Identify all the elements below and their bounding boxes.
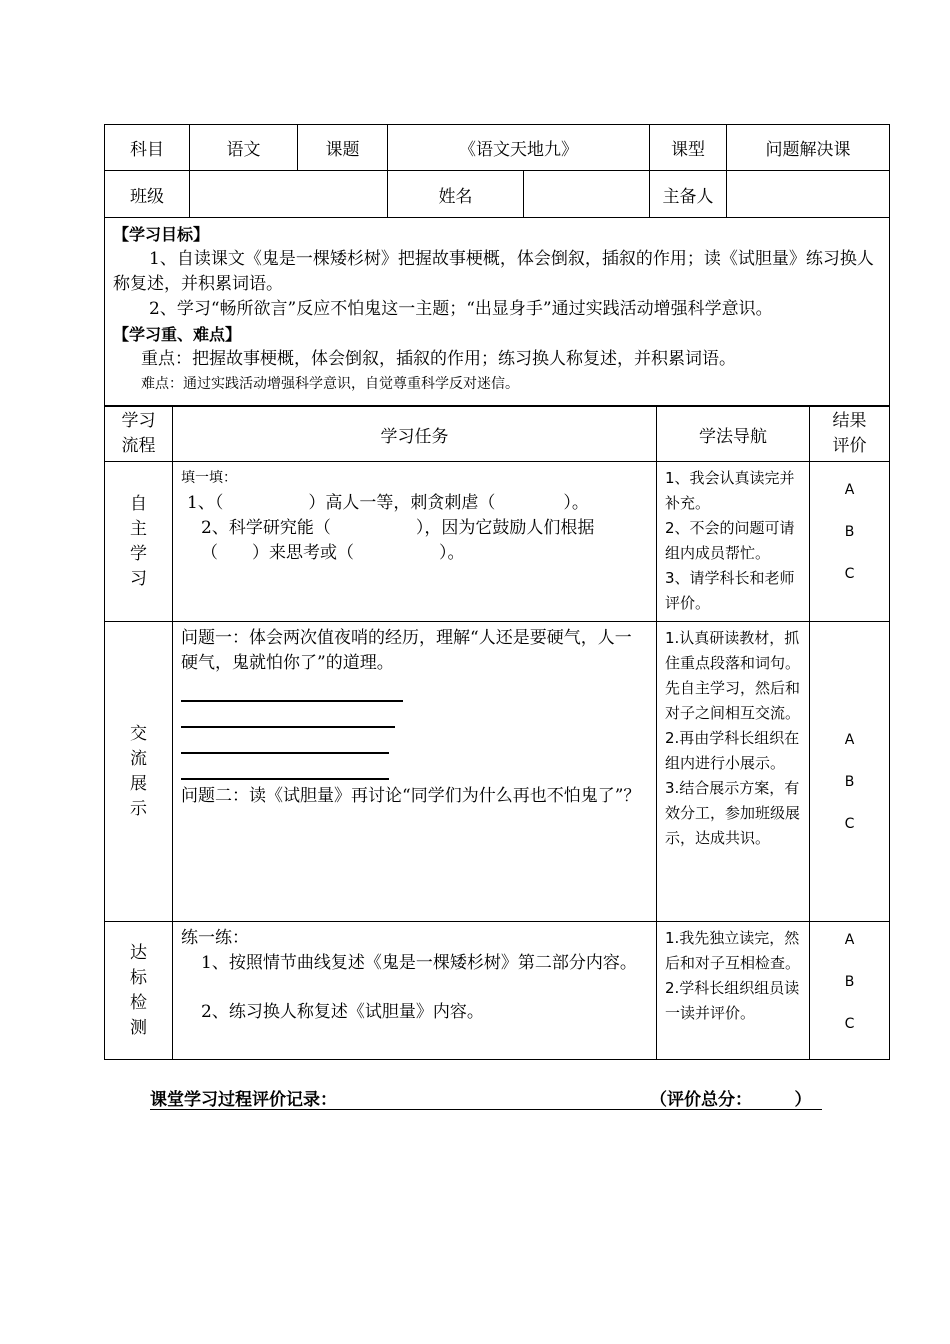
guide-line: 2.学科长组织组员读一读并评价。 [665,979,800,1022]
answer-line[interactable] [181,676,403,702]
grade-a[interactable]: A [844,932,855,948]
preparer-field[interactable] [727,171,890,218]
grade-b[interactable]: B [844,773,855,790]
key-point: 重点：把握故事梗概，体会倒叙，插叙的作用；练习换人称复述，并积累词语。 [141,349,736,369]
type-value: 问题解决课 [727,125,890,171]
subject-value: 语文 [190,125,298,171]
subject-label: 科目 [105,125,190,171]
task-line: 2、练习换人称复述《试胆量》内容。 [201,1002,484,1022]
guide-line: 2.再由学科长组织在组内进行小展示。 [665,729,800,772]
grade-c[interactable]: C [844,1016,855,1032]
task-header: 学习任务 [173,407,657,462]
guide-line: 1.认真研读教材，抓住重点段落和词句。先自主学习，然后和对子之间相互交流。 [665,629,801,722]
task-line: 填一填： [181,470,237,486]
method-header: 学法导航 [657,407,810,462]
guide-line: 3.结合展示方案，有效分工，参加班级展示，达成共识。 [665,779,801,847]
task-self-study [173,462,657,622]
stage-test: 达标检测 [105,922,173,1060]
flow-header: 学习流程 [105,407,173,462]
task-line: 练一练： [181,928,249,948]
guide-line: 3、请学科长和老师评价。 [665,569,795,612]
goals-title: 【学习目标】 [113,225,210,244]
answer-line[interactable] [181,728,389,754]
class-field[interactable] [190,171,388,218]
difficult-point: 难点：通过实践活动增强科学意识，自觉尊重科学反对迷信。 [141,376,519,392]
grade-a[interactable]: A [844,482,855,498]
guide-line: 1、我会认真读完并补充。 [665,469,795,512]
name-field[interactable] [524,171,650,218]
topic-label: 课题 [298,125,388,171]
evaluation-label: 课堂学习过程评价记录： [150,1090,337,1110]
grade-c[interactable]: C [844,566,855,582]
preparer-label: 主备人 [650,171,727,218]
topic-value: 《语文天地九》 [388,125,650,171]
guide-line: 1.我先独立读完，然后和对子互相检查。 [665,929,801,972]
question-2: 问题二：读《试胆量》再讨论“同学们为什么再也不怕鬼了”？ [181,786,641,806]
grade-b[interactable]: B [844,524,855,540]
stage-self-study: 自主学习 [105,462,173,622]
type-label: 课型 [650,125,727,171]
task-test [173,922,657,1060]
grade-c[interactable]: C [844,815,855,832]
grade-self-study [810,462,890,622]
evaluation-record [150,1085,822,1110]
result-header: 结果评价 [810,407,890,462]
guide-exchange [657,622,810,922]
task-line: 1、按照情节曲线复述《鬼是一棵矮杉树》第二部分内容。 [201,953,637,973]
class-label: 班级 [105,171,190,218]
goal-item-1: 1、自读课文《鬼是一棵矮杉树》把握故事梗概，体会倒叙，插叙的作用；读《试胆量》练习换人称复述，并积累词语。 [113,249,874,294]
stage-exchange: 交流展示 [105,622,173,922]
answer-line[interactable] [181,754,389,780]
task-line: 1、（ ）高人一等，刺贪刺虐（ ）。 [187,493,589,513]
key-points-title: 【学习重、难点】 [113,325,242,344]
total-score[interactable]: （评价总分： ） [650,1090,812,1110]
answer-line[interactable] [181,702,395,728]
task-line: 2、科学研究能（ ），因为它鼓励人们根据（ ）来思考或（ ）。 [201,518,595,563]
question-1: 问题一：体会两次值夜哨的经历，理解“人还是要硬气，人一硬气，鬼就怕你了”的道理。 [181,628,632,673]
goals-section [105,218,890,406]
grade-test [810,922,890,1060]
grade-b[interactable]: B [844,974,855,990]
guide-self-study [657,462,810,622]
name-label: 姓名 [388,171,524,218]
grade-a[interactable]: A [844,731,855,748]
guide-line: 2、不会的问题可请组内成员帮忙。 [665,519,795,562]
goal-item-2: 2、学习“畅所欲言”反应不怕鬼这一主题；“出显身手”通过实践活动增强科学意识。 [149,299,773,319]
grade-exchange [810,622,890,922]
process-table [104,406,890,1060]
guide-test [657,922,810,1060]
header-table [104,124,890,406]
task-exchange [173,622,657,922]
